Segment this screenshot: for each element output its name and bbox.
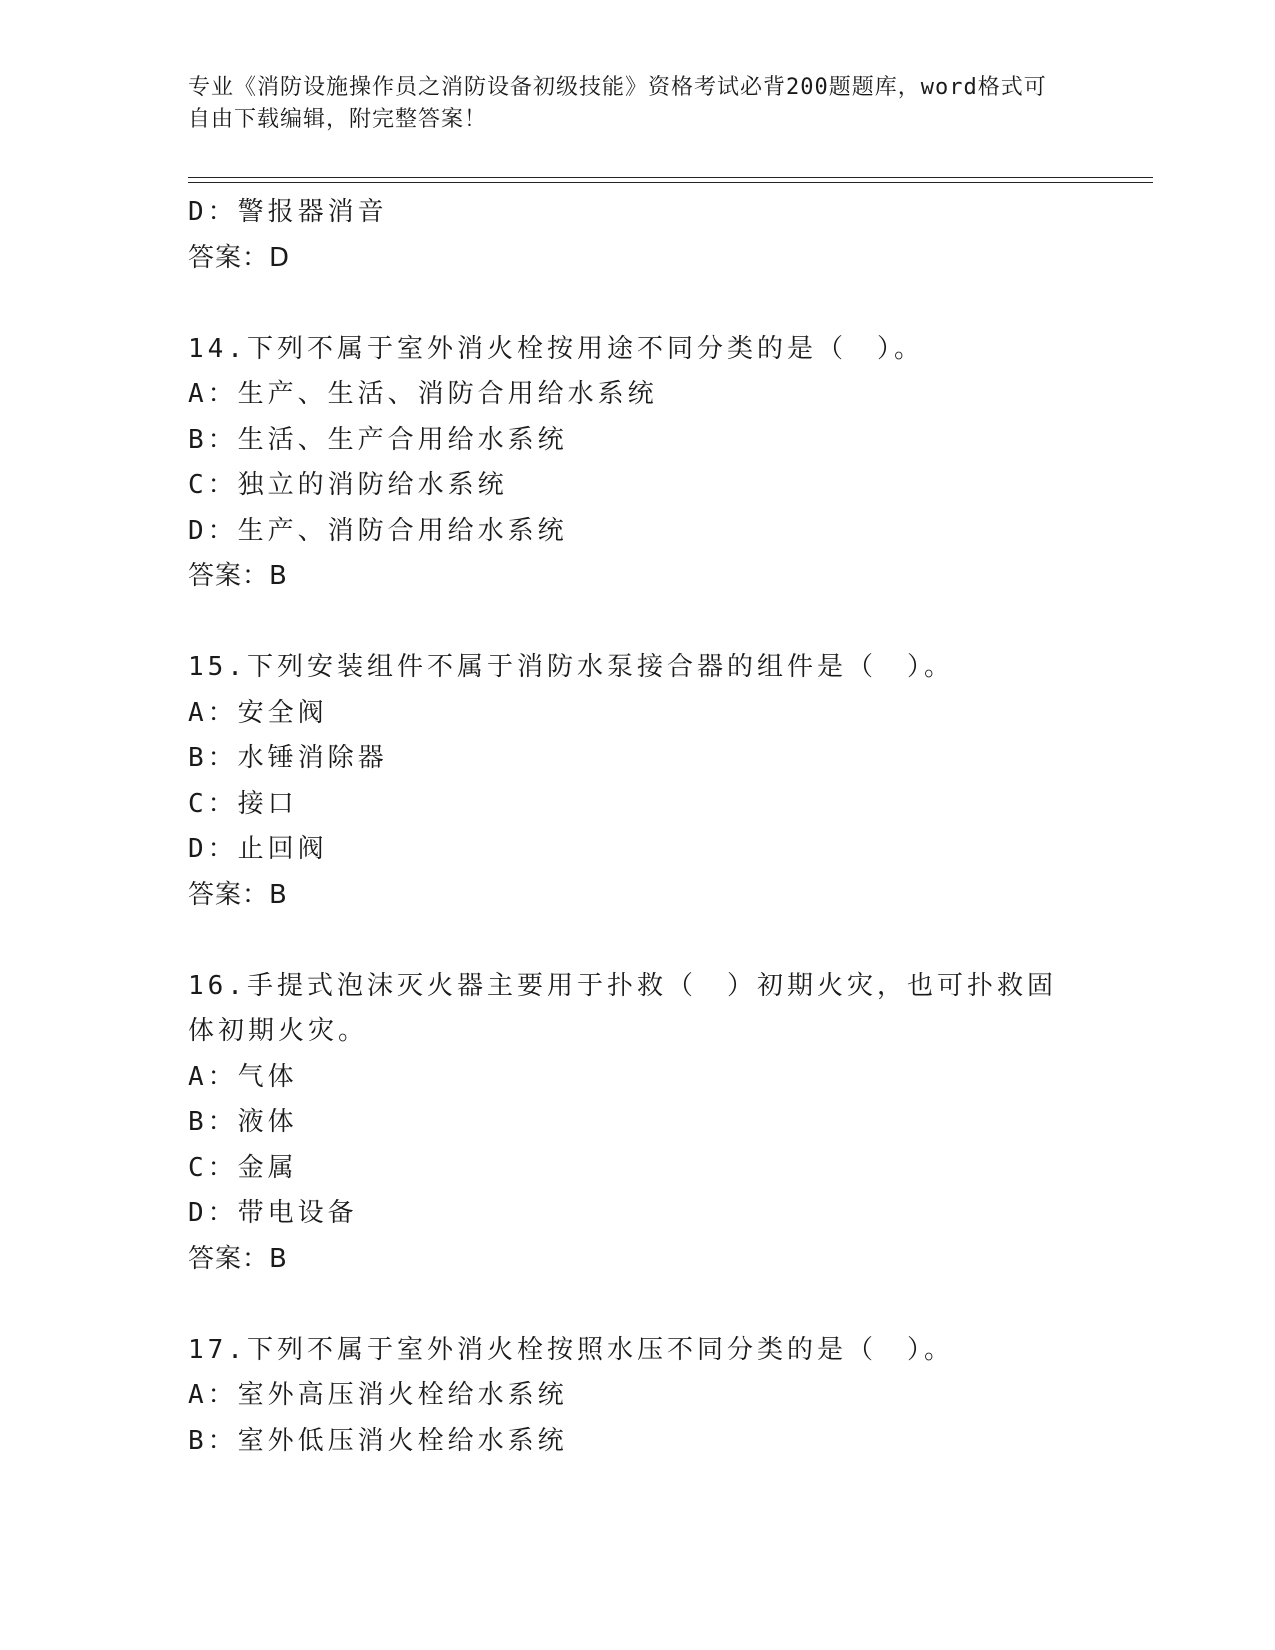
question-16 bbox=[188, 964, 1088, 1283]
answer: 答案：B bbox=[188, 879, 288, 910]
question-15 bbox=[188, 645, 1088, 918]
document-header: 专业《消防设施操作员之消防设备初级技能》资格考试必背200题题库，word格式可自由下载编辑，附完整答案！ bbox=[188, 75, 1047, 132]
option-a: A：安全阀 bbox=[188, 697, 328, 728]
header-divider-bottom bbox=[188, 182, 1153, 183]
option-b: B：室外低压消火栓给水系统 bbox=[188, 1425, 568, 1456]
question-text: 15.下列安装组件不属于消防水泵接合器的组件是（ ）。 bbox=[188, 652, 954, 682]
option-b: B：生活、生产合用给水系统 bbox=[188, 424, 568, 455]
answer: 答案：B bbox=[188, 561, 288, 591]
option-c: C：独立的消防给水系统 bbox=[188, 470, 508, 500]
question-text: 14.下列不属于室外消火栓按用途不同分类的是（ ）。 bbox=[188, 333, 924, 364]
header-divider-top bbox=[188, 177, 1153, 178]
option-d: D：生产、消防合用给水系统 bbox=[188, 515, 568, 546]
option-d: D：带电设备 bbox=[188, 1198, 358, 1228]
option-a: A：室外高压消火栓给水系统 bbox=[188, 1380, 568, 1410]
option-a: A：生产、生活、消防合用给水系统 bbox=[188, 379, 658, 409]
answer: 答案：D bbox=[188, 242, 291, 273]
option-b: B：液体 bbox=[188, 1107, 298, 1137]
option-c: C：金属 bbox=[188, 1152, 298, 1183]
question-17 bbox=[188, 1328, 1088, 1465]
option-a: A：气体 bbox=[188, 1061, 298, 1092]
option-d: D：止回阀 bbox=[188, 834, 328, 864]
option-c: C：接口 bbox=[188, 788, 298, 819]
option-b: B：水锤消除器 bbox=[188, 743, 388, 773]
option-d: D：警报器消音 bbox=[188, 197, 388, 227]
question-text: 17.下列不属于室外消火栓按照水压不同分类的是（ ）。 bbox=[188, 1334, 954, 1365]
question-list bbox=[188, 190, 1088, 1464]
question-text: 16.手提式泡沫灭火器主要用于扑救（ ）初期火灾，也可扑救固体初期火灾。 bbox=[188, 970, 1057, 1046]
answer: 答案：B bbox=[188, 1243, 288, 1274]
question-14 bbox=[188, 327, 1088, 600]
